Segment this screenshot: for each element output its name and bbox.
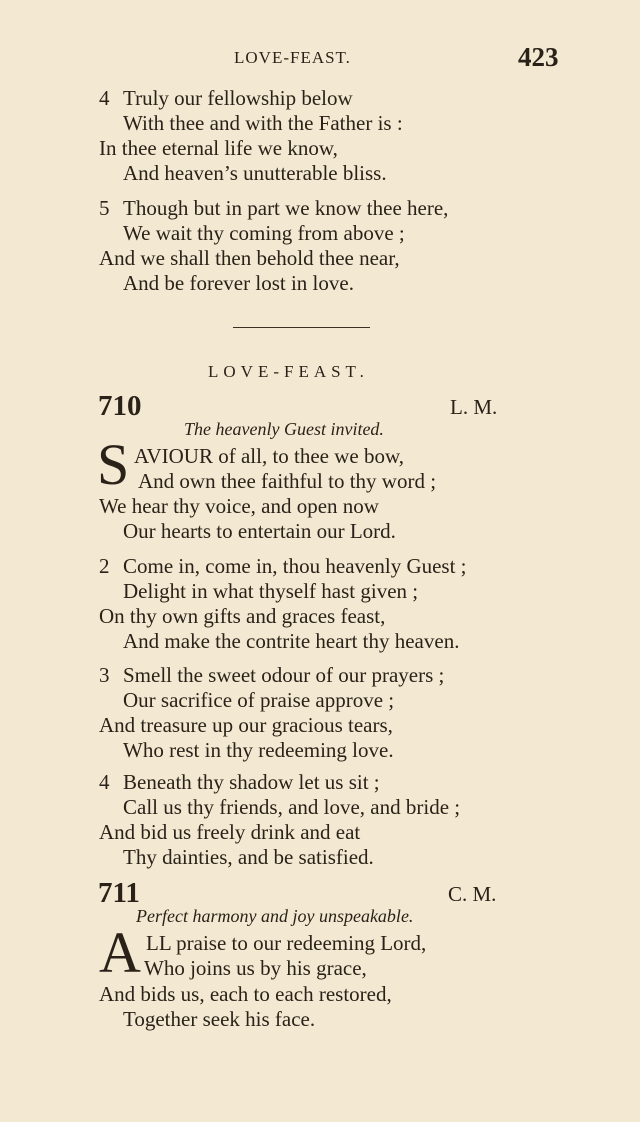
verse-line: On thy own gifts and graces feast, bbox=[99, 604, 386, 628]
verse-line: And heaven’s unutterable bliss. bbox=[123, 161, 387, 185]
verse-line: And we shall then behold thee near, bbox=[99, 246, 400, 270]
verse-line: Who joins us by his grace, bbox=[144, 956, 367, 980]
verse-line: Truly our fellowship below bbox=[123, 86, 353, 110]
verse-line: And own thee faithful to thy word ; bbox=[138, 469, 437, 493]
hymn-subtitle: Perfect harmony and joy unspeakable. bbox=[136, 906, 414, 926]
verse-line: Come in, come in, thou heavenly Guest ; bbox=[123, 554, 467, 578]
hymn-number: 710 bbox=[98, 390, 142, 422]
verse-line: And bids us, each to each restored, bbox=[99, 982, 392, 1006]
verse-line: Smell the sweet odour of our prayers ; bbox=[123, 663, 445, 687]
verse-line: Thy dainties, and be satisfied. bbox=[123, 845, 374, 869]
drop-cap: S bbox=[97, 432, 130, 497]
verse-line: Our sacrifice of praise approve ; bbox=[123, 688, 395, 712]
verse-line: We hear thy voice, and open now bbox=[99, 494, 379, 518]
stanza-number: 4 bbox=[99, 770, 110, 794]
verse-line: Our hearts to entertain our Lord. bbox=[123, 519, 396, 543]
section-divider bbox=[233, 327, 370, 328]
stanza-number: 2 bbox=[99, 554, 110, 578]
running-head: LOVE-FEAST. bbox=[234, 48, 351, 67]
verse-line: Delight in what thyself hast given ; bbox=[123, 579, 419, 603]
verse-line: And make the contrite heart thy heaven. bbox=[123, 629, 460, 653]
verse-line: And be forever lost in love. bbox=[123, 271, 354, 295]
verse-line: Though but in part we know thee here, bbox=[123, 196, 449, 220]
verse-line: Call us thy friends, and love, and bride ; bbox=[123, 795, 461, 819]
verse-line: Beneath thy shadow let us sit ; bbox=[123, 770, 380, 794]
verse-line: Together seek his face. bbox=[123, 1007, 316, 1031]
section-title: LOVE-FEAST. bbox=[208, 362, 369, 381]
verse-line: And bid us freely drink and eat bbox=[99, 820, 361, 844]
verse-line: We wait thy coming from above ; bbox=[123, 221, 405, 245]
stanza-number: 5 bbox=[99, 196, 110, 220]
verse-line: AVIOUR of all, to thee we bow, bbox=[134, 444, 405, 468]
hymn-meter: C. M. bbox=[448, 882, 497, 906]
verse-line: In thee eternal life we know, bbox=[99, 136, 338, 160]
verse-line: With thee and with the Father is : bbox=[123, 111, 403, 135]
hymn-meter: L. M. bbox=[450, 395, 498, 419]
drop-cap: A bbox=[99, 920, 141, 985]
hymn-subtitle: The heavenly Guest invited. bbox=[184, 419, 384, 439]
page-number: 423 bbox=[518, 42, 559, 72]
stanza-number: 3 bbox=[99, 663, 110, 687]
verse-line: Who rest in thy redeeming love. bbox=[123, 738, 394, 762]
stanza-number: 4 bbox=[99, 86, 110, 110]
verse-line: And treasure up our gracious tears, bbox=[99, 713, 393, 737]
verse-line: LL praise to our redeeming Lord, bbox=[146, 931, 427, 955]
hymn-number: 711 bbox=[98, 877, 140, 909]
